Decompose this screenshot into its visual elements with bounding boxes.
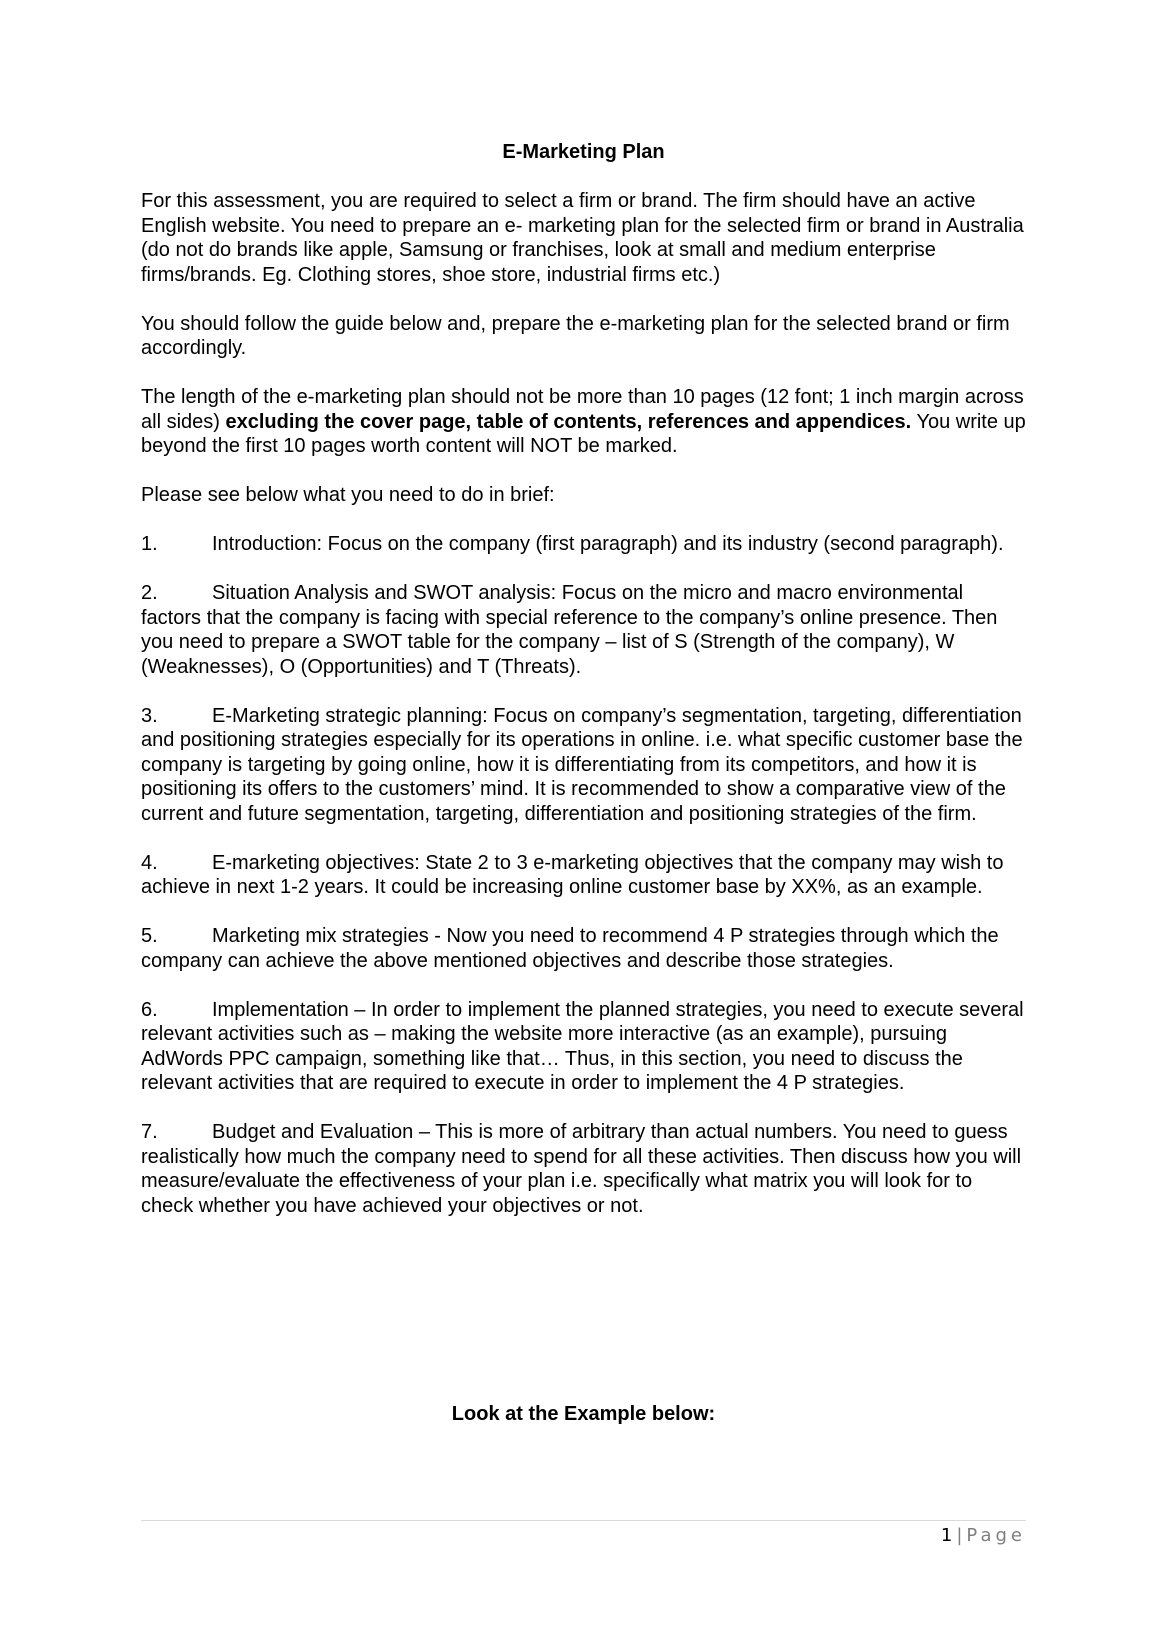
document-body bbox=[141, 140, 1026, 1425]
list-item-number: 2. bbox=[141, 582, 158, 604]
document-title: E-Marketing Plan bbox=[502, 141, 665, 163]
length-text-bold: excluding the cover page, table of contents, references and appendices. bbox=[225, 410, 912, 433]
list-item-5 bbox=[141, 924, 1026, 973]
page-number: 1 bbox=[940, 1525, 953, 1546]
list-item-number: 4. bbox=[141, 851, 158, 874]
footer-divider bbox=[141, 1520, 1026, 1521]
page-label: Page bbox=[966, 1525, 1026, 1546]
list-item-2 bbox=[141, 581, 1026, 679]
length-text-start: The length of the e-marketing plan should not be more than 10 pages (12 font; 1 inch margin across all sides) bbox=[141, 386, 1024, 433]
list-item-number: 6. bbox=[141, 998, 158, 1021]
example-heading: Look at the Example below: bbox=[451, 1403, 716, 1425]
list-item-1 bbox=[141, 532, 1026, 557]
list-item-text: E-marketing objectives: State 2 to 3 e-marketing objectives that the company may wish to achieve in next 1-2 years. It could be increasing online customer base by XX%, as an example. bbox=[141, 851, 1004, 898]
list-item-7 bbox=[141, 1120, 1026, 1218]
list-item-number: 5. bbox=[141, 925, 158, 947]
guide-paragraph: You should follow the guide below and, prepare the e-marketing plan for the selected brand or firm accordingly. bbox=[141, 312, 1010, 359]
footer-separator: | bbox=[956, 1525, 963, 1546]
list-item-number: 1. bbox=[141, 533, 158, 555]
list-item-4 bbox=[141, 851, 1026, 900]
list-item-text: Situation Analysis and SWOT analysis: Focus on the micro and macro environmental factors that the company is facing with special reference to the company’s online presence. Then you need to prepare a SWOT table for the company – list of S (Strength of the company), W (Weaknesses), O (Opportunities) and T (Threats). bbox=[141, 582, 998, 678]
page-footer bbox=[141, 1524, 1026, 1548]
list-item-3 bbox=[141, 704, 1026, 827]
list-item-text: Marketing mix strategies - Now you need to recommend 4 P strategies through which the company can achieve the above mentioned objectives and describe those strategies. bbox=[141, 925, 999, 972]
list-item-text: E-Marketing strategic planning: Focus on company’s segmentation, targeting, differentiation and positioning strategies especially for its operations in online. i.e. what specific customer base the company is targeting by going online, how it is differentiating from its competitors, and how it is positioning its offers to the customers’ mind. It is recommended to show a comparative view of the current and future segmentation, targeting, differentiation and positioning strategies of the firm. bbox=[141, 704, 1023, 825]
list-item-number: 3. bbox=[141, 704, 158, 727]
list-item-text: Budget and Evaluation – This is more of arbitrary than actual numbers. You need to guess realistically how much the company need to spend for all these activities. Then discuss how you will measure/evaluate the effectiveness of your plan i.e. specifically what matrix you will look for to check whether you have achieved your objectives or not. bbox=[141, 1121, 1022, 1217]
intro-paragraph: For this assessment, you are required to select a firm or brand. The firm should have an active English website. You need to prepare an e- marketing plan for the selected firm or brand in Australia (do not do brands like apple, Samsung or franchises, look at small and medium enterprise firms/brands. Eg. Clothing stores, shoe store, industrial firms etc.) bbox=[141, 190, 1024, 286]
list-item-text: Implementation – In order to implement the planned strategies, you need to execute several relevant activities such as – making the website more interactive (as an example), pursuing AdWords PPC campaign, something like that… Thus, in this section, you need to discuss the relevant activities that are required to execute in order to implement the 4 P strategies. bbox=[141, 998, 1024, 1094]
list-item-text: Introduction: Focus on the company (first paragraph) and its industry (second paragraph). bbox=[212, 533, 1004, 555]
brief-paragraph: Please see below what you need to do in brief: bbox=[141, 484, 555, 506]
list-item-number: 7. bbox=[141, 1121, 158, 1143]
list-item-6 bbox=[141, 998, 1026, 1096]
length-text-end: You write up beyond the first 10 pages worth content will NOT be marked. bbox=[141, 410, 1026, 457]
length-paragraph bbox=[141, 385, 1026, 459]
